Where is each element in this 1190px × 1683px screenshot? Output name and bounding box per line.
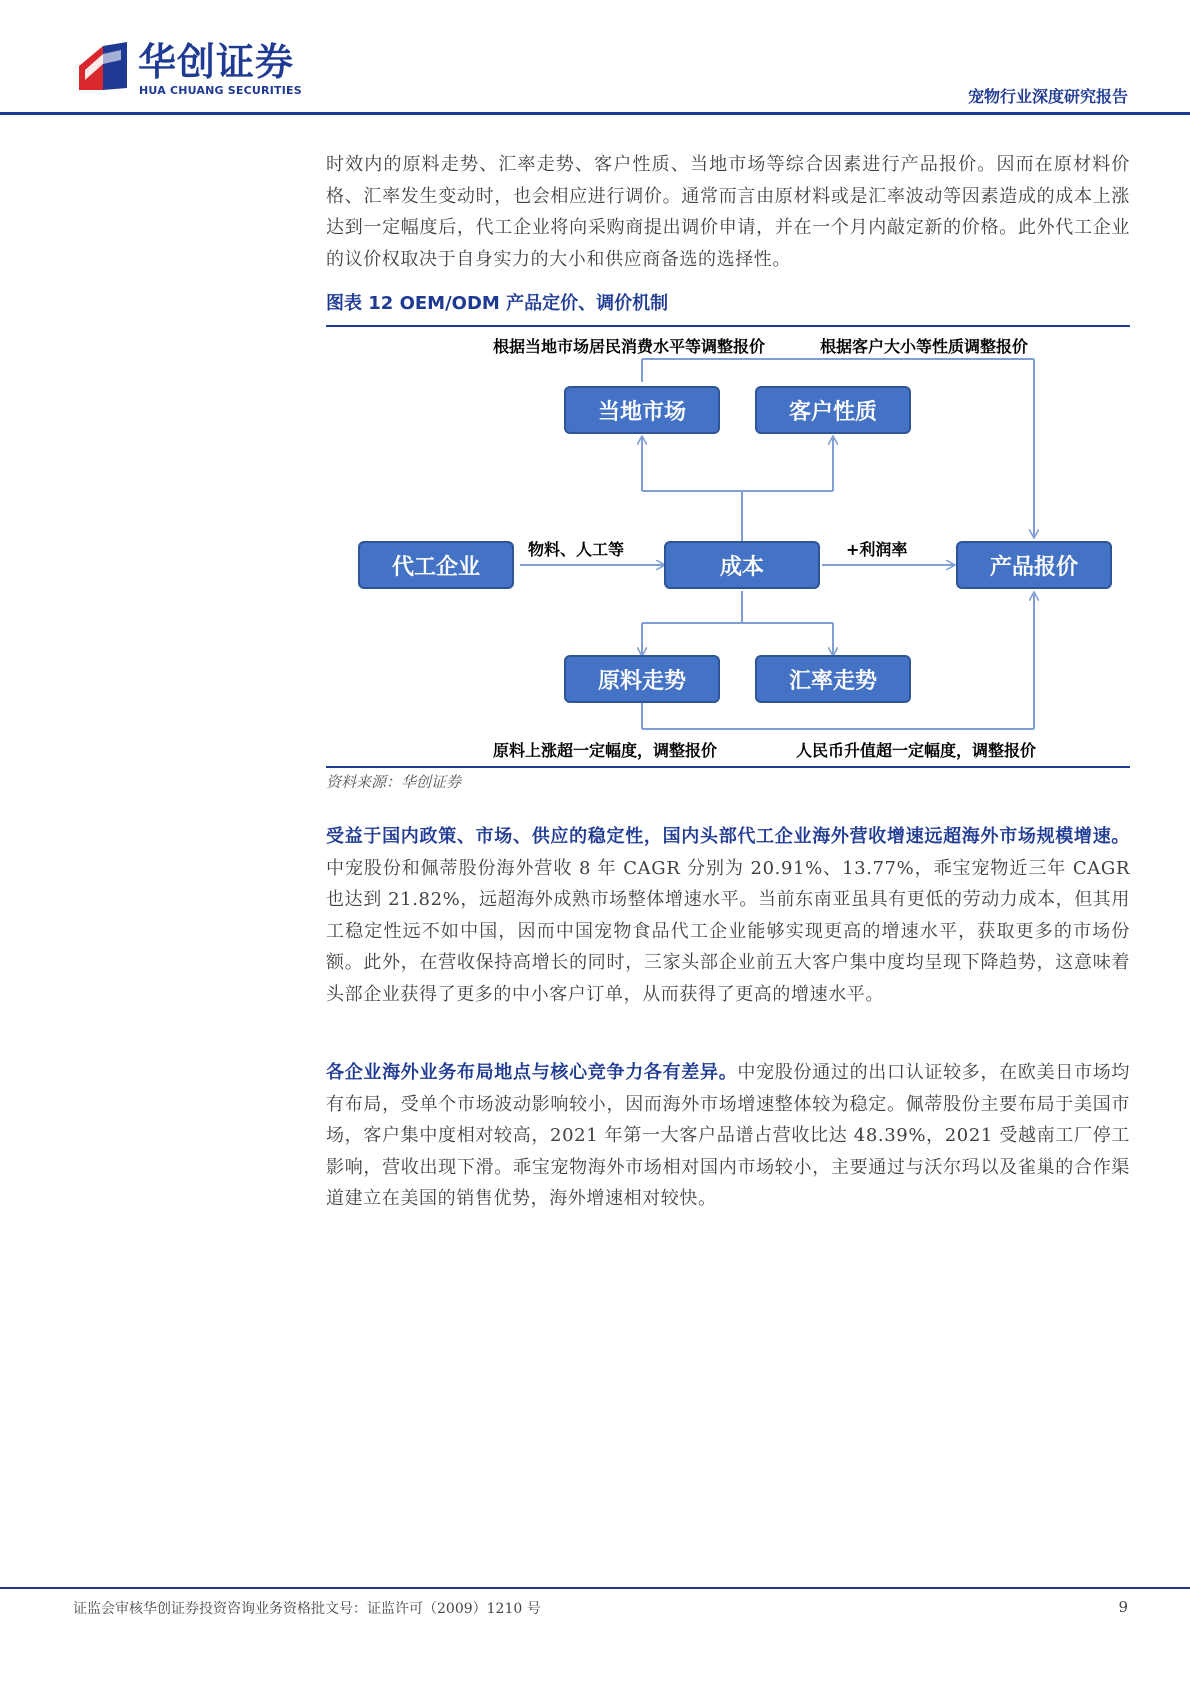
node-cost: 成本 xyxy=(664,541,820,589)
figure-source: 资料来源：华创证券 xyxy=(326,773,462,791)
node-oem-enterprise: 代工企业 xyxy=(358,541,514,589)
paragraph-overseas-growth-body: 中宠股份和佩蒂股份海外营收 8 年 CAGR 分别为 20.91%、13.77%，乖宝宠物近三年 CAGR 也达到 21.82%，远超海外成熟市场整体增速水平。当前东南亚虽具有更低的劳动力成本，但其用工稳定性远不如中国，因而中国宠物食品代工企业能够实现更高的增速水平，获取更多的市场份额。此外，在营收保持高增长的同时，三家头部企业前五大客户集中度均呈现下降趋势，这意味着头部企业获得了更多的中小客户订单，从而获得了更高的增速水平。 xyxy=(326,857,1130,1005)
figure-title: 图表 12 OEM/ODM 产品定价、调价机制 xyxy=(326,293,669,314)
node-local-market: 当地市场 xyxy=(564,386,720,434)
node-product-price: 产品报价 xyxy=(956,541,1112,589)
footer-license: 证监会审核华创证券投资咨询业务资格批文号：证监许可（2009）1210 号 xyxy=(73,1601,541,1617)
label-profit-margin: +利润率 xyxy=(846,540,908,559)
page-number: 9 xyxy=(1118,1598,1128,1616)
node-raw-material-trend: 原料走势 xyxy=(564,655,720,703)
header-divider xyxy=(0,112,1190,115)
node-customer-nature: 客户性质 xyxy=(755,386,911,434)
label-fx-adjust: 人民币升值超一定幅度，调整报价 xyxy=(796,741,1037,760)
report-title: 宠物行业深度研究报告 xyxy=(967,87,1128,106)
node-fx-trend: 汇率走势 xyxy=(755,655,911,703)
intro-paragraph: 时效内的原料走势、汇率走势、客户性质、当地市场等综合因素进行产品报价。因而在原材料价格、汇率发生变动时，也会相应进行调价。通常而言由原材料或是汇率波动等因素造成的成本上涨达到一定幅度后，代工企业将向采购商提出调价申请，并在一个月内敲定新的价格。此外代工企业的议价权取决于自身实力的大小和供应商备选的选择性。 xyxy=(326,154,1130,270)
footer-divider xyxy=(0,1587,1190,1589)
paragraph-overseas-layout xyxy=(326,1057,1130,1215)
logo-mark-icon xyxy=(77,40,129,96)
paragraph-overseas-layout-body: 中宠股份通过的出口认证较多，在欧美日市场均有布局，受单个市场波动影响较小，因而海外市场增速整体较为稳定。佩蒂股份主要布局于美国市场，客户集中度相对较高，2021 年第一大客户品谱占营收比达 48.39%，2021 受越南工厂停工影响，营收出现下滑。乖宝宠物海外市场相对国内市场较小，主要通过与沃尔玛以及雀巢的合作渠道建立在美国的销售优势，海外增速相对较快。 xyxy=(326,1062,1130,1209)
logo-chinese-name: 华创证券 xyxy=(138,40,295,84)
logo-english-name: HUA CHUANG SECURITIES xyxy=(139,84,302,97)
label-materials-labor: 物料、人工等 xyxy=(528,540,625,559)
label-local-market-adjust: 根据当地市场居民消费水平等调整报价 xyxy=(493,337,766,356)
label-customer-adjust: 根据客户大小等性质调整报价 xyxy=(820,337,1029,356)
paragraph-overseas-growth xyxy=(326,821,1130,1010)
paragraph-overseas-layout-lead: 各企业海外业务布局地点与核心竞争力各有差异。 xyxy=(326,1062,738,1083)
paragraph-overseas-growth-lead: 受益于国内政策、市场、供应的稳定性，国内头部代工企业海外营收增速远超海外市场规模增速。 xyxy=(326,826,1130,847)
label-raw-material-adjust: 原料上涨超一定幅度，调整报价 xyxy=(493,741,718,760)
figure-bottom-rule xyxy=(326,766,1130,768)
